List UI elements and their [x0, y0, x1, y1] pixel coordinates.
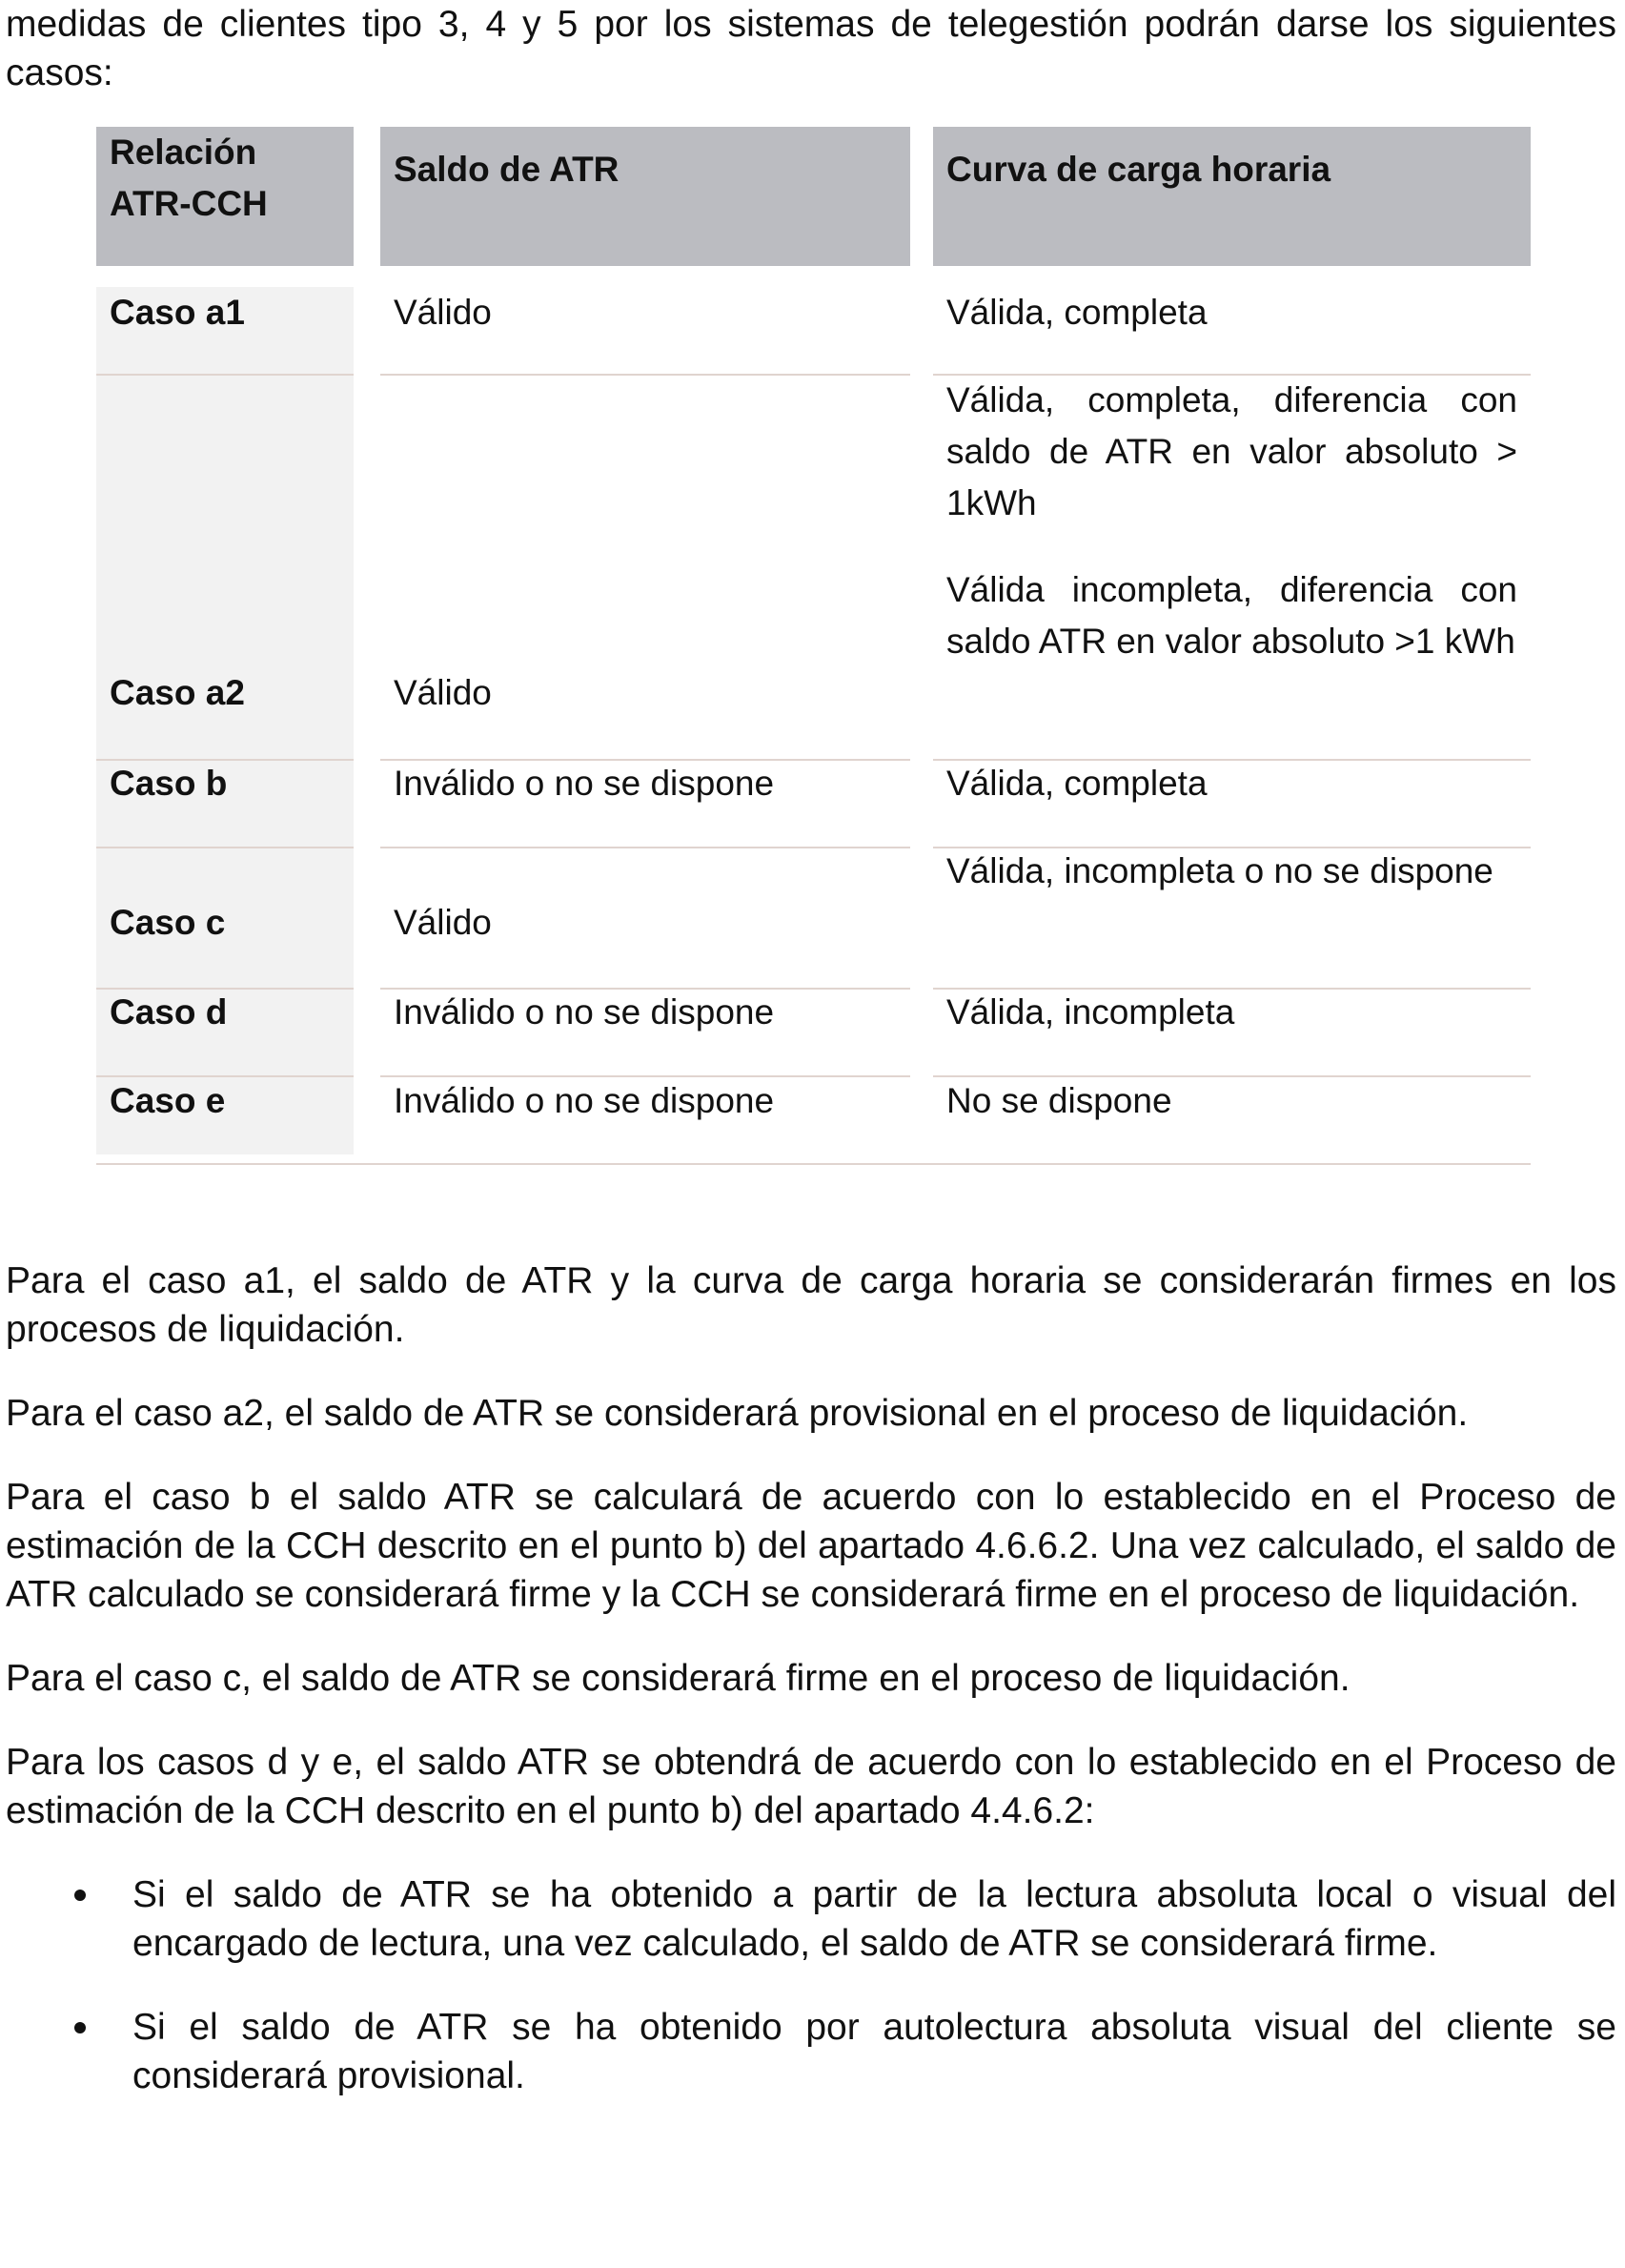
- header-saldo-label: Saldo de ATR: [394, 150, 620, 189]
- bullet-icon: [74, 1890, 86, 1901]
- header-saldo: [380, 127, 910, 266]
- body-text: [6, 1257, 1616, 2135]
- header-relacion-label: Relación ATR-CCH: [110, 133, 268, 223]
- row-saldo-a1: Válido: [394, 293, 492, 332]
- list-item: [6, 1870, 1616, 1968]
- bullet-icon: [74, 2022, 86, 2033]
- row-divider: [96, 847, 354, 848]
- row-label-c: Caso c: [110, 903, 226, 942]
- list-item: [6, 2003, 1616, 2100]
- bullet-list: [6, 1870, 1616, 2100]
- row-saldo-a2: Válido: [394, 673, 492, 712]
- row-label-e: Caso e: [110, 1081, 226, 1120]
- intro-paragraph: medidas de clientes tipo 3, 4 y 5 por los sistemas de telegestión podrán darse los siguientes casos:: [6, 4, 1616, 93]
- row-saldo-c: Válido: [394, 903, 492, 942]
- row-curva-b: Válida, completa: [946, 764, 1208, 803]
- row-divider: [380, 847, 910, 848]
- bullet-text: Si el saldo de ATR se ha obtenido por autolectura absoluta visual del cliente se considerará provisional.: [132, 2007, 1616, 2096]
- paragraph-caso-a1: Para el caso a1, el saldo de ATR y la curva de carga horaria se considerarán firmes en los procesos de liquidación.: [6, 1260, 1616, 1350]
- row-label-a2: Caso a2: [110, 673, 245, 712]
- row-curva-a2-2: Válida incompleta, diferencia con saldo ATR en valor absoluto >1 kWh: [946, 570, 1517, 661]
- row-saldo-b: Inválido o no se dispone: [394, 764, 775, 803]
- paragraph-casos-d-e: Para los casos d y e, el saldo ATR se obtendrá de acuerdo con lo establecido en el Proceso de estimación de la CCH descrito en el punto b) del apartado 4.4.6.2:: [6, 1742, 1616, 1831]
- row-divider: [96, 374, 354, 376]
- row-saldo-d: Inválido o no se dispone: [394, 992, 775, 1032]
- row-label-a1: Caso a1: [110, 293, 245, 332]
- paragraph-caso-a2: Para el caso a2, el saldo de ATR se considerará provisional en el proceso de liquidación.: [6, 1393, 1469, 1434]
- table-bottom-border: [96, 1163, 1531, 1165]
- header-curva: [933, 127, 1531, 266]
- row-label-b: Caso b: [110, 764, 228, 803]
- bullet-text: Si el saldo de ATR se ha obtenido a partir de la lectura absoluta local o visual del encargado de lectura, una vez calculado, el saldo de ATR se considerará firme.: [132, 1874, 1616, 1964]
- paragraph-caso-b: Para el caso b el saldo ATR se calculará de acuerdo con lo establecido en el Proceso de estimación de la CCH descrito en el punto b) del apartado 4.6.6.2. Una vez calculado, el saldo de ATR calculado se considerará firme y la CCH se considerará firme en el proceso de liquidación.: [6, 1477, 1616, 1615]
- header-curva-label: Curva de carga horaria: [946, 150, 1331, 189]
- paragraph-caso-c: Para el caso c, el saldo de ATR se considerará firme en el proceso de liquidación.: [6, 1658, 1351, 1699]
- row-curva-d: Válida, incompleta: [946, 992, 1235, 1032]
- row-curva-a2-1: Válida, completa, diferencia con saldo de ATR en valor absoluto > 1kWh: [946, 380, 1517, 522]
- row-label-d: Caso d: [110, 992, 228, 1032]
- row-curva-c: Válida, incompleta o no se dispone: [946, 851, 1493, 890]
- row-saldo-e: Inválido o no se dispone: [394, 1081, 775, 1120]
- row-divider: [380, 374, 910, 376]
- header-relacion: [96, 127, 354, 266]
- row-curva-a1: Válida, completa: [946, 293, 1208, 332]
- row-curva-e: No se dispone: [946, 1081, 1172, 1120]
